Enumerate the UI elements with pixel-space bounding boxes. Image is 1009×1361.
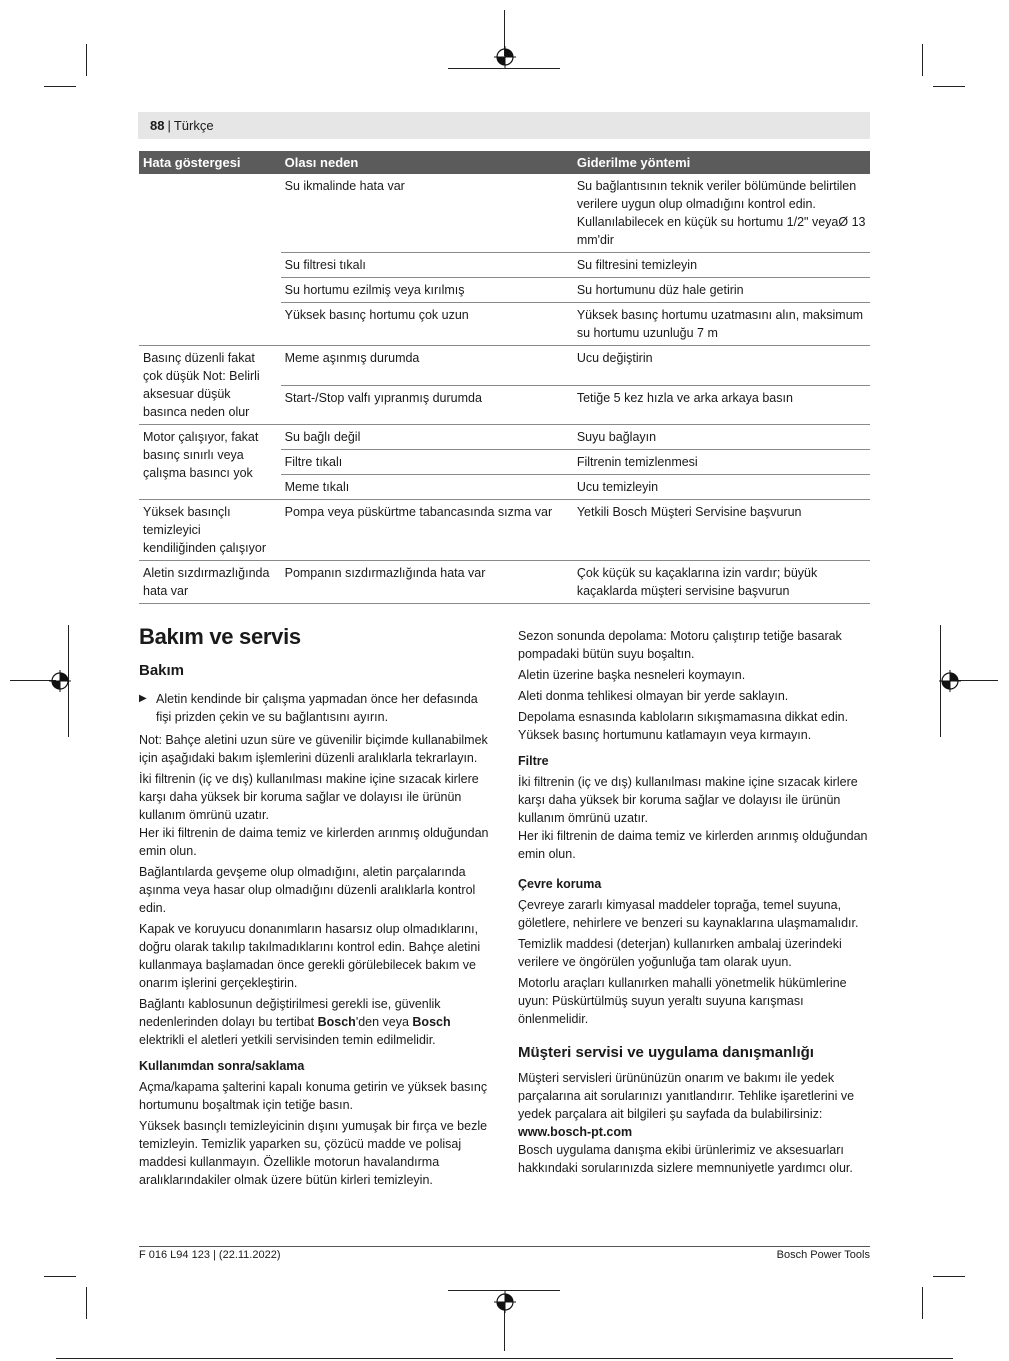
crop-mark	[933, 86, 965, 87]
footer-rule	[139, 1246, 870, 1247]
maintenance-heading: Bakım	[139, 662, 185, 679]
paragraph: Aleti donma tehlikesi olmayan bir yerde saklayın.	[518, 689, 789, 703]
remedy-cell: Çok küçük su kaçaklarına izin vardır; büyük kaçaklarda müşteri servisine başvurun	[573, 561, 870, 604]
cause-cell: Pompanın sızdırmazlığında hata var	[281, 561, 573, 604]
registration-mark-icon	[49, 670, 71, 692]
remedy-cell: Ucu temizleyin	[573, 475, 870, 500]
customer-service-heading: Müşteri servisi ve uygulama danışmanlığı	[518, 1044, 814, 1061]
cause-cell: Su ikmalinde hata var	[281, 174, 573, 253]
header-separator: |	[167, 118, 171, 133]
column-header: Olası neden	[281, 151, 573, 174]
brand-name: Bosch	[412, 1015, 451, 1029]
crop-mark	[922, 1287, 923, 1319]
remedy-cell: Ucu değiştirin	[573, 346, 870, 386]
text-span: elektrikli el aletleri yetkili servisinden temin edilmelidir.	[139, 1033, 436, 1047]
crop-mark	[44, 1276, 76, 1277]
paragraph: Yüksek basınçlı temizleyicinin dışını yumuşak bir fırça ve bezle temizleyin. Temizlik yaparken su, çözücü madde ve polisaj maddesi kullanmayın. Özellikle motorun havalandırma aralıklarındakiler olmak üzere bütün kirleri temizleyin.	[139, 1119, 488, 1187]
table-row	[139, 425, 870, 450]
remedy-cell: Tetiğe 5 kez hızla ve arka arkaya basın	[573, 385, 870, 425]
registration-mark-icon	[494, 46, 516, 68]
indicator-cell: Basınç düzenli fakat çok düşük Not: Belirli aksesuar düşük basınca neden olur	[139, 346, 281, 425]
left-column	[139, 625, 495, 1192]
indicator-cell: Yüksek basınçlı temizleyici kendiliğinden çalışıyor	[139, 500, 281, 561]
page-header	[138, 112, 870, 139]
indicator-cell: Aletin sızdırmazlığında hata var	[139, 561, 281, 604]
registration-mark-icon	[939, 670, 961, 692]
triangle-bullet-icon: ▶	[139, 693, 147, 704]
cause-cell: Su bağlı değil	[281, 425, 573, 450]
storage-heading: Kullanımdan sonra/saklama	[139, 1059, 305, 1073]
paragraph: Sezon sonunda depolama: Motoru çalıştırıp tetiğe basarak pompadaki bütün suyu boşaltın.	[518, 629, 842, 661]
paragraph: İki filtrenin (iç ve dış) kullanılması makine içine sızacak kirlere karşı daha yüksek bir koruma sağlar ve dolayısı ile ürünün kullanım ömrünü uzatır.	[518, 775, 858, 825]
remedy-cell: Su hortumunu düz hale getirin	[573, 278, 870, 303]
environment-heading: Çevre koruma	[518, 877, 602, 891]
filter-heading: Filtre	[518, 754, 549, 768]
page-number: 88	[150, 118, 165, 133]
paragraph: Temizlik maddesi (deterjan) kullanırken ambalaj üzerindeki verilere ve öngörülen yoğunluğa tam olarak uyun.	[518, 937, 842, 969]
paragraph: Müşteri servisleri ürününüzün onarım ve bakımı ile yedek parçalarına ait sorularınızı yanıtlandırır. Tehlike işaretlerini ve yedek parçalara ait bilgileri şu sayfada da bulabilirsiniz:	[518, 1071, 855, 1121]
cause-cell: Su hortumu ezilmiş veya kırılmış	[281, 278, 573, 303]
bullet-text: Aletin kendinde bir çalışma yapmadan önce her defasında fişi prizden çekin ve su bağlantısını ayırın.	[156, 692, 478, 724]
cause-cell: Meme tıkalı	[281, 475, 573, 500]
paragraph: Her iki filtrenin de daima temiz ve kirlerden arınmış olduğundan emin olun.	[139, 826, 489, 858]
paragraph	[139, 995, 495, 1049]
paragraph: Depolama esnasında kabloların sıkışmamasına dikkat edin. Yüksek basınç hortumunu katlamayın veya kırmayın.	[518, 710, 849, 742]
cause-cell: Filtre tıkalı	[281, 450, 573, 475]
indicator-cell	[139, 174, 281, 346]
paragraph: Kapak ve koruyucu donanımların hasarsız olup olmadıklarını, doğru olarak takılıp takılmadıklarını kontrol edin. Bahçe aletini kullanmaya başlamadan önce gerekli görülebilecek bakım ve onarım işlerini gerçekleştirin.	[139, 922, 481, 990]
bullet-item	[139, 690, 495, 726]
footer-brand: Bosch Power Tools	[776, 1249, 870, 1261]
paragraph: Her iki filtrenin de daima temiz ve kirlerden arınmış olduğundan emin olun.	[518, 829, 868, 861]
remedy-cell: Su bağlantısının teknik veriler bölümünde belirtilen verilere uygun olup olmadığını kontrol edin. Kullanılabilecek en küçük su hortumu 1/2" veyaØ 13 mm'dir	[573, 174, 870, 253]
remedy-cell: Filtrenin temizlenmesi	[573, 450, 870, 475]
crop-mark	[922, 44, 923, 76]
cause-cell: Yüksek basınç hortumu çok uzun	[281, 303, 573, 346]
paragraph: Açma/kapama şalterini kapalı konuma getirin ve yüksek basınç hortumunu boşaltmak için tetiğe basın.	[139, 1080, 488, 1112]
registration-mark-icon	[494, 1291, 516, 1313]
remedy-cell: Suyu bağlayın	[573, 425, 870, 450]
table-row	[139, 561, 870, 604]
crop-mark	[933, 1276, 965, 1277]
section-title: Bakım ve servis	[139, 624, 301, 649]
header-language: Türkçe	[173, 118, 214, 133]
remedy-cell: Yüksek basınç hortumu uzatmasını alın, maksimum su hortumu uzunluğu 7 m	[573, 303, 870, 346]
right-column	[518, 627, 870, 1180]
column-header: Giderilme yöntemi	[573, 151, 870, 174]
paragraph: Aletin üzerine başka nesneleri koymayın.	[518, 668, 746, 682]
text-span: 'den veya	[355, 1015, 413, 1029]
website-link[interactable]: www.bosch-pt.com	[518, 1125, 633, 1139]
cause-cell: Pompa veya püskürtme tabancasında sızma var	[281, 500, 573, 561]
paragraph: İki filtrenin (iç ve dış) kullanılması makine içine sızacak kirlere karşı daha yüksek bir koruma sağlar ve dolayısı ile ürünün kullanım ömrünü uzatır.	[139, 772, 479, 822]
paragraph: Bosch uygulama danışma ekibi ürünlerimiz ve aksesuarları hakkındaki sorularınızda sizlere memnuniyetle yardımcı olur.	[518, 1143, 853, 1175]
crop-mark	[86, 44, 87, 76]
table-row	[139, 500, 870, 561]
column-header: Hata göstergesi	[139, 151, 281, 174]
bottom-rule	[56, 1358, 953, 1359]
remedy-cell: Su filtresini temizleyin	[573, 253, 870, 278]
table-row	[139, 346, 870, 386]
table-header-row	[139, 151, 870, 174]
paragraph: Bağlantılarda gevşeme olup olmadığını, aletin parçalarında aşınma veya hasar olup olmadığını düzenli aralıklarla kontrol edin.	[139, 865, 476, 915]
indicator-cell: Motor çalışıyor, fakat basınç sınırlı veya çalışma basıncı yok	[139, 425, 281, 500]
troubleshooting-table	[139, 151, 870, 604]
table-row	[139, 174, 870, 253]
cause-cell: Meme aşınmış durumda	[281, 346, 573, 386]
paragraph: Not: Bahçe aletini uzun süre ve güvenilir biçimde kullanabilmek için aşağıdaki bakım işlemlerini düzenli aralıklarla tekrarlayın.	[139, 733, 488, 765]
crop-mark	[86, 1287, 87, 1319]
crop-mark	[44, 86, 76, 87]
crop-mark	[448, 68, 560, 69]
cause-cell: Start-/Stop valfı yıpranmış durumda	[281, 385, 573, 425]
text-span: Bağlantı kablosunun değiştirilmesi gerekli ise, güvenlik nedenlerinden dolayı bu tertibat	[139, 997, 441, 1029]
paragraph: Çevreye zararlı kimyasal maddeler toprağa, temel suyuna, göletlere, nehirlere ve benzeri su kaynaklarına ulaşmamalıdır.	[518, 898, 859, 930]
cause-cell: Su filtresi tıkalı	[281, 253, 573, 278]
paragraph: Motorlu araçları kullanırken mahalli yönetmelik hükümlerine uyun: Püskürtülmüş suyun yeraltı suyuna karışması önlenmelidir.	[518, 976, 847, 1026]
footer-document-id: F 016 L94 123 | (22.11.2022)	[139, 1249, 281, 1261]
remedy-cell: Yetkili Bosch Müşteri Servisine başvurun	[573, 500, 870, 561]
brand-name: Bosch	[317, 1015, 356, 1029]
